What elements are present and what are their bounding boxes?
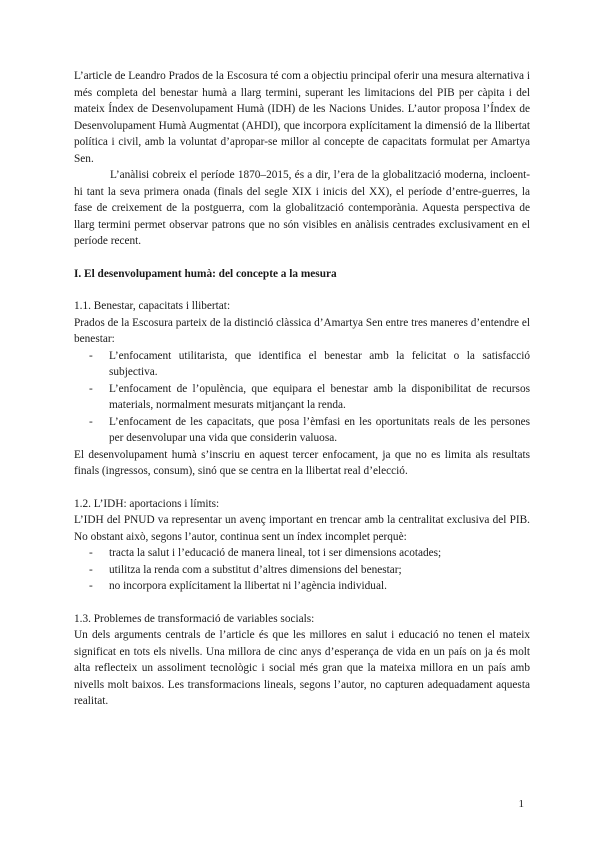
dash-bullet: - bbox=[89, 580, 93, 592]
subsection-intro-1-2: L’IDH del PNUD va representar un avenç important en trencar amb la centralitat exclusiva del PIB. No obstant això, segons l’autor, continua sent un índex incomplet perquè: bbox=[74, 514, 530, 543]
subsection-closing-1-1: El desenvolupament humà s’inscriu en aquest tercer enfocament, ja que no es limita als resultats finals (ingressos, consum), sinó que se centra en la llibertat real d’elecció. bbox=[74, 448, 530, 477]
subsection-title-1-3: 1.3. Problemes de transformació de variables socials: bbox=[74, 612, 315, 625]
document-page bbox=[74, 68, 530, 710]
list-item bbox=[74, 414, 530, 447]
list-item bbox=[74, 348, 530, 381]
list-item-text: tracta la salut i l’educació de manera lineal, tot i ser dimensions acotades; bbox=[109, 547, 442, 559]
list-item-text: L’enfocament utilitarista, que identifica el benestar amb la felicitat o la satisfacció subjectiva. bbox=[109, 349, 530, 378]
list-item bbox=[74, 578, 530, 595]
intro-paragraph-1: L’article de Leandro Prados de la Escosura té com a objectiu principal oferir una mesura alternativa i més completa del benestar humà a llarg termini, superant les limitacions del PIB per càpita i del mateix Índex de Desenvolupament Humà (IDH) de les Nacions Unides. L’autor proposa l’Índex de Desenvolupament Humà Augmentat (AHDI), que incorpora explícitament la dimensió de la llibertat política i civil, amb la voluntat d’apropar-se millor al concepte de capacitats formulat per Amartya Sen. bbox=[74, 70, 530, 165]
list-item-text: no incorpora explícitament la llibertat ni l’agència individual. bbox=[109, 580, 387, 592]
subsection-intro-1-1: Prados de la Escosura parteix de la distinció clàssica d’Amartya Sen entre tres maneres d’entendre el benestar: bbox=[74, 316, 530, 345]
list-item bbox=[74, 545, 530, 562]
dash-bullet: - bbox=[89, 382, 93, 395]
subsection-title-1-1: 1.1. Benestar, capacitats i llibertat: bbox=[74, 300, 231, 312]
bullet-list-1-2 bbox=[74, 545, 530, 595]
dash-bullet: - bbox=[89, 547, 93, 559]
subsection-body-1-3: Un dels arguments centrals de l’article és que les millores en salut i educació no tenen el mateix significat en tots els nivells. Una millora de cinc anys d’esperança de vida en un país on ja és molt alta reflecteix un assoliment tecnològic i social més gran que la mateixa millora en un país amb nivells molt baixos. Les transformacions lineals, segons l’autor, no capturen adequadament aquesta realitat. bbox=[74, 629, 530, 707]
list-item bbox=[74, 381, 530, 414]
list-item-text: L’enfocament de les capacitats, que posa l’èmfasi en les oportunitats reals de les persones per desenvolupar una vida que considerin valuosa. bbox=[109, 415, 530, 444]
page-number: 1 bbox=[518, 798, 524, 810]
dash-bullet: - bbox=[89, 349, 93, 362]
dash-bullet: - bbox=[89, 415, 93, 428]
section-heading: I. El desenvolupament humà: del concepte a la mesura bbox=[74, 267, 337, 280]
subsection-title-1-2: 1.2. L’IDH: aportacions i límits: bbox=[74, 497, 220, 510]
list-item-text: L’enfocament de l’opulència, que equipara el benestar amb la disponibilitat de recursos materials, normalment mesurats mitjançant la renda. bbox=[109, 382, 530, 411]
list-item bbox=[74, 562, 530, 579]
bullet-list-1-1 bbox=[74, 348, 530, 447]
intro-paragraph-2: L’anàlisi cobreix el període 1870–2015, és a dir, l’era de la globalització moderna, incloent-hi tant la seva primera onada (finals del segle XIX i inicis del XX), el període d’entre-guerres, la fase de creixement de la postguerra, com la globalització contemporània. Aquesta perspectiva de llarg termini permet observar patrons que no són visibles en anàlisis centrades exclusivament en el període recent. bbox=[74, 169, 530, 247]
dash-bullet: - bbox=[89, 563, 93, 576]
list-item-text: utilitza la renda com a substitut d’altres dimensions del benestar; bbox=[109, 563, 402, 576]
